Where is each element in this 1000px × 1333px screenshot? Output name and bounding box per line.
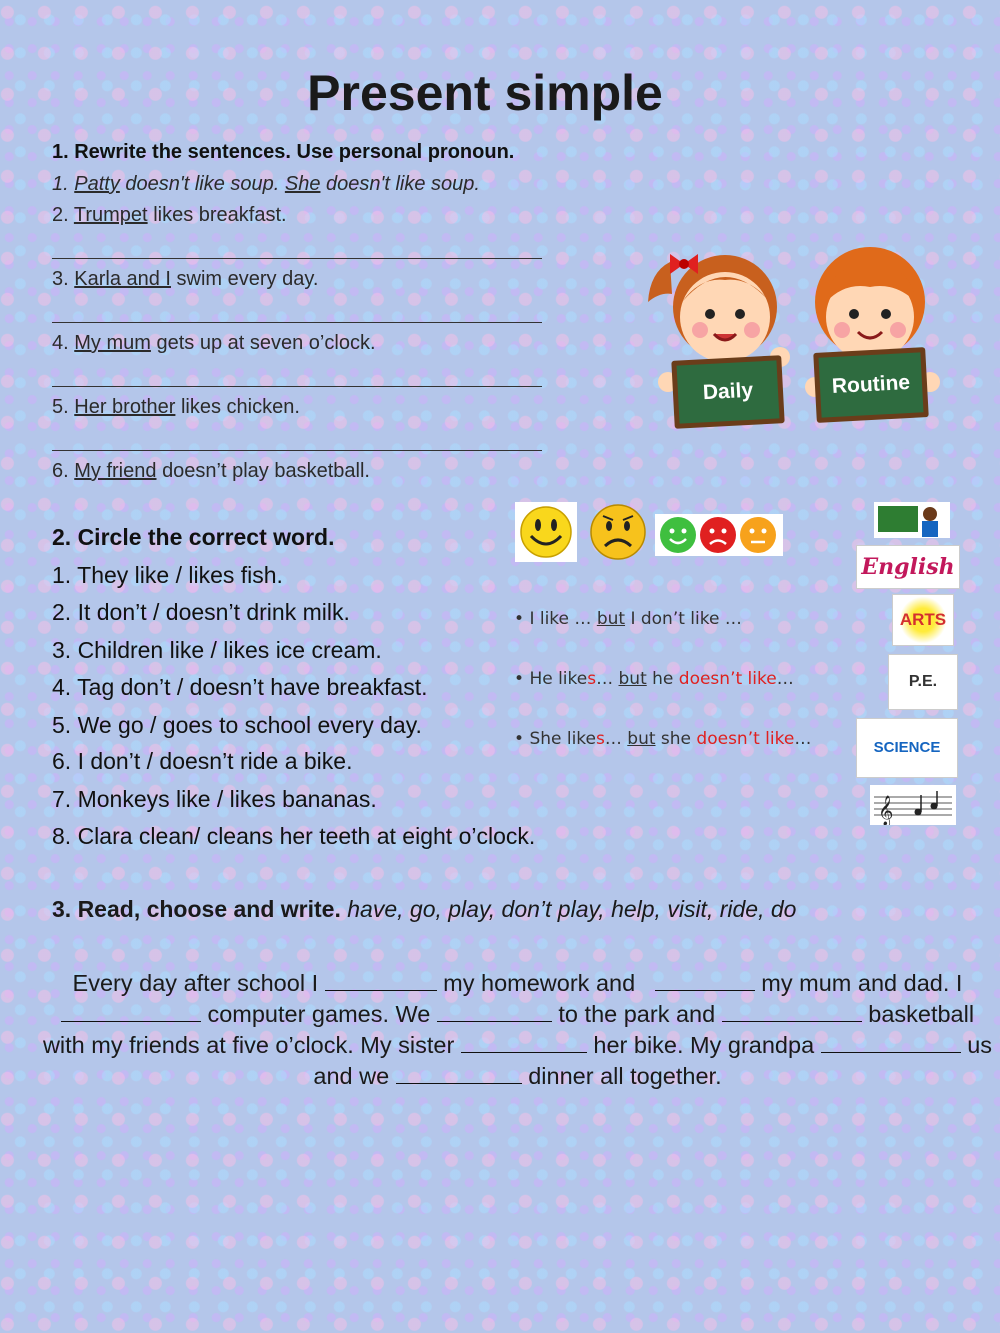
circle-item-7[interactable]: 7. Monkeys like / likes bananas. (52, 786, 377, 812)
hint-text: I like … (529, 609, 597, 629)
hint-text: … (776, 669, 794, 689)
item-text: likes breakfast. (153, 204, 287, 226)
red-frown-icon (700, 517, 736, 553)
circle-item-1[interactable]: 1. They like / likes fish. (52, 562, 283, 588)
hint-text: She like (529, 729, 597, 749)
blank-2[interactable] (655, 970, 755, 991)
board-routine: Routine (813, 347, 929, 423)
item-number: 3. (52, 268, 69, 290)
item-subject: My mum (74, 332, 151, 354)
section2-heading: 2. Circle the correct word. (52, 524, 335, 550)
happy-face-icon (521, 507, 571, 557)
arts-label: ARTS (893, 595, 953, 645)
section1-example (52, 173, 480, 196)
paragraph-text: computer games. We (207, 1001, 431, 1027)
blank-4[interactable] (437, 1001, 552, 1022)
english-icon (856, 545, 960, 589)
paragraph-text: my mum and dad. I (761, 970, 963, 996)
example-subject: Patty (74, 173, 120, 195)
hint-but: but (596, 609, 626, 629)
hint-text: I don’t like … (625, 609, 742, 629)
hint-3: • She likes… but she doesn’t like… (514, 729, 812, 749)
hint-but: but (627, 729, 656, 749)
example-text-end: doesn't like soup. (326, 173, 480, 195)
word-bank: have, go, play, don’t play, help, visit, ride, do (347, 896, 797, 922)
hint-red-s: s (587, 669, 597, 689)
item-number: 5. (52, 396, 69, 418)
paragraph-text: Every day after school I (72, 970, 319, 996)
hint-text: … (596, 669, 619, 689)
item-text: likes chicken. (180, 396, 300, 418)
section3-title: 3. Read, choose and write. (52, 896, 341, 922)
item-number: 4. (52, 332, 69, 354)
hint-text: … (604, 729, 628, 749)
example-pronoun: She (284, 173, 321, 195)
blank-6[interactable] (461, 1032, 587, 1053)
item-text: doesn’t play basketball. (162, 460, 370, 482)
circle-item-6[interactable]: 6. I don’t / doesn’t ride a bike. (52, 748, 353, 774)
item-subject: My friend (74, 460, 157, 482)
hint-text: … (794, 729, 812, 749)
item-text: swim every day. (176, 268, 319, 290)
section1-heading: 1. Rewrite the sentences. Use personal pronoun. (52, 141, 515, 163)
paragraph-text: basketball with my friends at five o’clock. My sister (42, 1001, 975, 1058)
answer-line-4[interactable] (52, 386, 542, 387)
item-text: gets up at seven o’clock. (156, 332, 376, 354)
hint-text: she (655, 729, 697, 749)
music-notes-icon (870, 785, 956, 825)
paragraph-text: to the park and (558, 1001, 716, 1027)
science-label: SCIENCE (873, 739, 941, 756)
example-number: 1. (52, 173, 69, 195)
faces-row (515, 502, 785, 564)
item-subject: Karla and I (74, 268, 171, 290)
circle-item-3[interactable]: 3. Children like / likes ice cream. (52, 637, 382, 663)
svg-text:𝄞: 𝄞 (878, 796, 894, 825)
sad-face-icon (591, 505, 645, 559)
green-smile-icon (660, 517, 696, 553)
circle-item-4[interactable]: 4. Tag don’t / doesn’t have breakfast. (52, 674, 428, 700)
board-daily: Daily (671, 355, 784, 429)
rewrite-item-3 (52, 268, 318, 291)
hint-text: He like (529, 669, 588, 689)
blank-1[interactable] (325, 970, 437, 991)
hint-but: but (618, 669, 647, 689)
paragraph-text: her bike. My grandpa (593, 1032, 815, 1058)
hint-red-negative: doesn’t like (696, 729, 795, 749)
item-number: 2. (52, 204, 69, 226)
blank-7[interactable] (821, 1032, 961, 1053)
hint-red-negative: doesn’t like (678, 669, 777, 689)
teacher-blackboard-icon (872, 500, 952, 540)
arts-icon (892, 594, 954, 646)
hint-red-s: s (596, 729, 605, 749)
blank-3[interactable] (61, 1001, 201, 1022)
circle-item-5[interactable]: 5. We go / goes to school every day. (52, 712, 422, 738)
pe-icon (888, 654, 958, 710)
section3-heading (52, 896, 796, 923)
item-subject: Her brother (74, 396, 176, 418)
rewrite-item-5 (52, 396, 300, 419)
fill-in-paragraph (40, 968, 995, 1092)
paragraph-text: dinner all together. (528, 1063, 722, 1089)
paragraph-text: us and we (313, 1032, 993, 1089)
rewrite-item-4 (52, 332, 376, 355)
hint-2: • He likes… but he doesn’t like… (514, 669, 794, 689)
answer-line-5[interactable] (52, 450, 542, 451)
blank-5[interactable] (722, 1001, 862, 1022)
example-text: doesn't like soup. (125, 173, 280, 195)
rewrite-item-2 (52, 204, 287, 227)
paragraph-text: my homework and (443, 970, 636, 996)
blank-8[interactable] (396, 1063, 522, 1084)
page-title: Present simple (307, 65, 663, 121)
answer-line-2[interactable] (52, 258, 542, 259)
hint-text: he (646, 669, 679, 689)
circle-item-2[interactable]: 2. It don’t / doesn’t drink milk. (52, 599, 350, 625)
pe-label: P.E. (908, 673, 938, 690)
rewrite-item-6 (52, 460, 370, 483)
hint-1: • I like … but I don’t like … (514, 609, 742, 629)
science-icon (856, 718, 958, 778)
item-subject: Trumpet (73, 204, 148, 226)
neutral-face-icon (740, 517, 776, 553)
answer-line-3[interactable] (52, 322, 542, 323)
circle-item-8[interactable]: 8. Clara clean/ cleans her teeth at eight o’clock. (52, 823, 536, 849)
item-number: 6. (52, 460, 69, 482)
english-label: English (861, 554, 955, 580)
